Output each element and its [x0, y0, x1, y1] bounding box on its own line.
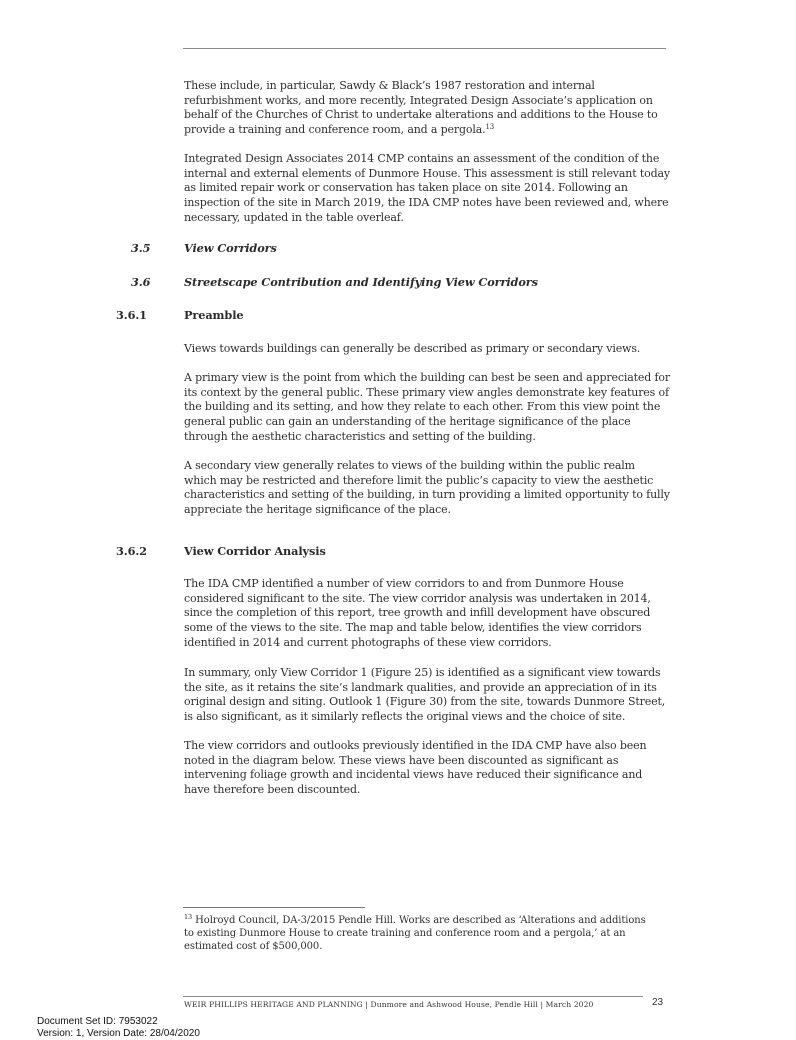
- footnote-number: 13: [184, 913, 193, 921]
- footnote-ref-13[interactable]: 13: [485, 123, 495, 132]
- section-heading-3-5: [0, 241, 796, 257]
- footer-text: WEIR PHILLIPS HERITAGE AND PLANNING | Dunmore and Ashwood House, Pendle Hill | March 2020: [184, 1000, 594, 1009]
- section-heading-3-6-2: [0, 544, 796, 560]
- version-date: Version: 1, Version Date: 28/04/2020: [37, 1028, 200, 1039]
- preamble-paragraph-1: Views towards buildings can generally be described as primary or secondary views.: [184, 342, 641, 355]
- section-number: 3.5: [131, 241, 151, 255]
- header-rule: [183, 48, 666, 49]
- view-corridor-paragraph-3: The view corridors and outlooks previously identified in the IDA CMP have also been noted in the diagram below. These views have been discounted as significant as intervening foliage growth and incidental views have reduced their significance and have therefore been discounted.: [184, 739, 647, 797]
- view-corridor-paragraph-1: The IDA CMP identified a number of view corridors to and from Dunmore House considered significant to the site. The view corridor analysis was undertaken in 2014, since the completion of this report, tree growth and infill development have obscured some of the views to the site. The map and table below, identifies the view corridors identified in 2014 and current photographs of these view corridors.: [184, 577, 651, 649]
- section-heading-3-6-1: [0, 308, 796, 324]
- section-title: View Corridors: [184, 241, 277, 255]
- document-stamp: [37, 1016, 200, 1040]
- section-heading-3-6: [0, 275, 796, 291]
- intro-paragraph-1: These include, in particular, Sawdy & Black’s 1987 restoration and internal refurbishment works, and more recently, Integrated Design Associate’s application on behalf of the Churches of Christ to undertake alterations and additions to the House to provide a training and conference room, and a pergola.$^{13}$: [184, 79, 658, 137]
- view-corridor-paragraph-2: In summary, only View Corridor 1 (Figure 25) is identified as a significant view towards the site, as it retains the site’s landmark qualities, and provide an appreciation of in its original design and siting. Outlook 1 (Figure 30) from the site, towards Dunmore Street, is also significant, as it similarly reflects the original views and the choice of site.: [184, 666, 666, 724]
- section-title: View Corridor Analysis: [184, 544, 326, 558]
- footer-rule: [183, 996, 643, 997]
- section-number: 3.6.1: [116, 308, 147, 322]
- section-title: Preamble: [184, 308, 244, 322]
- section-number: 3.6: [131, 275, 151, 289]
- footnote-text: Holroyd Council, DA-3/2015 Pendle Hill. Works are described as ‘Alterations and additions to existing Dunmore House to create training and conference room and a pergola,’ at an estimated cost of $500,000.: [184, 915, 646, 953]
- document-set-id: Document Set ID: 7953022: [37, 1016, 158, 1027]
- footnote-13: [184, 914, 654, 954]
- section-number: 3.6.2: [116, 544, 147, 558]
- intro-paragraph-2: Integrated Design Associates 2014 CMP contains an assessment of the condition of the internal and external elements of Dunmore House. This assessment is still relevant today as limited repair work or conservation has taken place on site 2014. Following an inspection of the site in March 2019, the IDA CMP notes have been reviewed and, where necessary, updated in the table overleaf.: [184, 152, 670, 224]
- section-title: Streetscape Contribution and Identifying View Corridors: [184, 275, 538, 289]
- page-number: 23: [652, 997, 664, 1008]
- preamble-paragraph-2: A primary view is the point from which the building can best be seen and appreciated for its context by the general public. These primary view angles demonstrate key features of the building and its setting, and how they relate to each other. From this view point the general public can gain an understanding of the heritage significance of the place through the aesthetic characteristics and setting of the building.: [184, 371, 670, 443]
- footnote-rule: [183, 907, 365, 908]
- preamble-paragraph-3: A secondary view generally relates to views of the building within the public realm which may be restricted and therefore limit the public’s capacity to view the aesthetic characteristics and setting of the building, in turn providing a limited opportunity to fully appreciate the heritage significance of the place.: [184, 459, 670, 517]
